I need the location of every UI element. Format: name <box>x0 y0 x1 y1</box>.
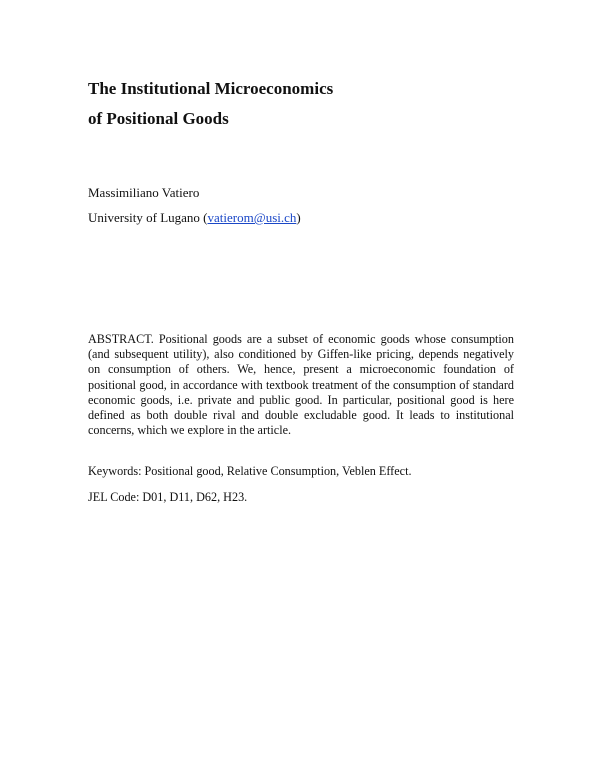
paper-title-line-2: of Positional Goods <box>88 109 229 128</box>
paper-title-line-1: The Institutional Microeconomics <box>88 79 334 98</box>
affiliation-suffix: ) <box>296 210 301 225</box>
affiliation-prefix: University of Lugano ( <box>88 210 208 225</box>
author-affiliation <box>88 210 301 226</box>
abstract-paragraph: ABSTRACT. Positional goods are a subset of economic goods whose consumption (and subsequent utility), also conditioned by Giffen-like pricing, depends negatively on consumption of others. We, hence, present a microeconomic foundation of positional good, in accordance with textbook treatment of the consumption of standard economic goods, i.e. private and public good. In particular, positional good is here defined as both double rival and double excludable good. It leads to institutional concerns, which we explore in the article. <box>88 332 514 438</box>
author-name: Massimiliano Vatiero <box>88 185 200 200</box>
keywords-line: Keywords: Positional good, Relative Consumption, Veblen Effect. <box>88 464 412 478</box>
email-link[interactable]: vatierom@usi.ch <box>207 210 297 225</box>
jel-code-line: JEL Code: D01, D11, D62, H23. <box>88 490 248 504</box>
